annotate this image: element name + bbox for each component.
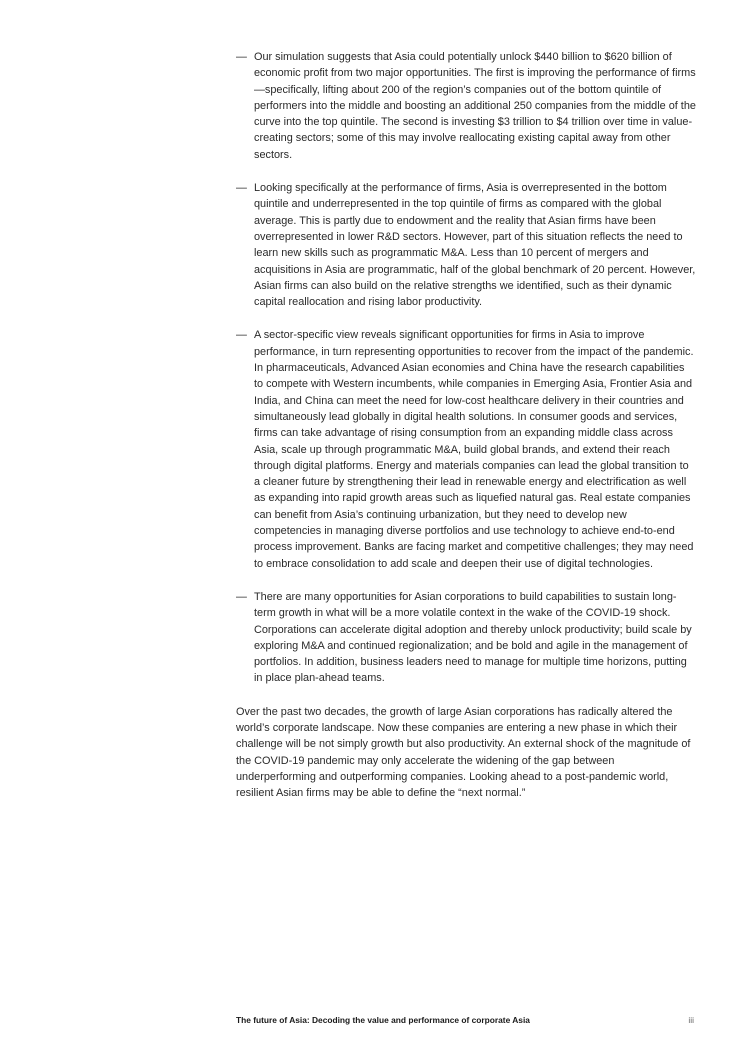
page-number: iii [688,1015,694,1025]
bullet-text: There are many opportunities for Asian corporations to build capabilities to sustain long-term growth in what will be a more volatile context in the wake of the COVID-19 shock. Corporations can accelerate digital adoption and thereby unlock productivity; build scale by exploring M&A and continued regionalization; and be bold and agile in the management of portfolios. In addition, business leaders need to manage for multiple time horizons, putting in place plan-ahead teams. [254,590,692,685]
page-footer [236,1014,696,1026]
bullet-dash: — [236,590,247,603]
bullet-dash: — [236,51,247,63]
bullet-dash: — [236,329,247,342]
bullet-text: Looking specifically at the performance of firms, Asia is overrepresented in the bottom quintile and underrepresented in the top quintile of firms as compared with the global average. This is partly due to endowment and the reality that Asian firms have been overrepresented in lower R&D sectors. However, part of this situation reflects the need to learn new skills such as programmatic M&A. Less than 10 percent of mergers and acquisitions in Asia are programmatic, half of the global benchmark of 20 percent. However, Asian firms can also build on the relative strengths we identified, such as their dynamic capital reallocation and rising labor productivity. [254,182,696,309]
bullet-dash: — [236,182,247,195]
bullet-item [236,180,696,310]
bullet-item [236,589,696,687]
bullet-text: Our simulation suggests that Asia could potentially unlock $440 billion to $620 billion of economic profit from two major opportunities. The first is improving the performance of firms—specifically, lifting about 200 of the region’s companies out of the bottom quintile of performers into the middle and boosting an additional 250 companies from the middle of the curve into the top quintile. The second is investing $3 trillion to $4 trillion over time in value-creating sectors; some of this may involve reallocating existing capital away from other sectors. [254,51,696,161]
document-body [236,49,696,801]
bullet-item [236,49,696,163]
closing-paragraph: Over the past two decades, the growth of large Asian corporations has radically altered the world’s corporate landscape. Now these companies are entering a new phase in which their challenge will be not simply growth but also productivity. An external shock of the magnitude of the COVID-19 pandemic may only accelerate the widening of the gap between underperforming and outperforming companies. Looking ahead to a post-pandemic world, resilient Asian firms may be able to define the “next normal.” [236,705,691,800]
footer-title: The future of Asia: Decoding the value and performance of corporate Asia [236,1015,530,1025]
bullet-item [236,327,696,571]
bullet-text: A sector-specific view reveals significant opportunities for firms in Asia to improve performance, in turn representing opportunities to recover from the impact of the pandemic. In pharmaceuticals, Advanced Asian economies and China have the research capabilities to compete with Western incumbents, while companies in Emerging Asia, Frontier Asia and India, and China can meet the need for low-cost healthcare delivery in their countries and simultaneously lead globally in digital health solutions. In consumer goods and services, firms can take advantage of rising consumption from an expanding middle class across Asia, scale up through programmatic M&A, build global brands, and extend their reach through digital platforms. Energy and materials companies can lead the global transition to a cleaner future by strengthening their lead in renewable energy and electrification as well as expanding into rapid growth areas such as liquefied natural gas. Real estate companies can benefit from Asia’s continuing urbanization, but they need to develop new competencies in managing diverse portfolios and use technology to achieve end-to-end process improvement. Banks are facing market and competitive challenges; they may need to embrace consolidation to add scale and deepen their use of digital technologies. [254,329,694,570]
